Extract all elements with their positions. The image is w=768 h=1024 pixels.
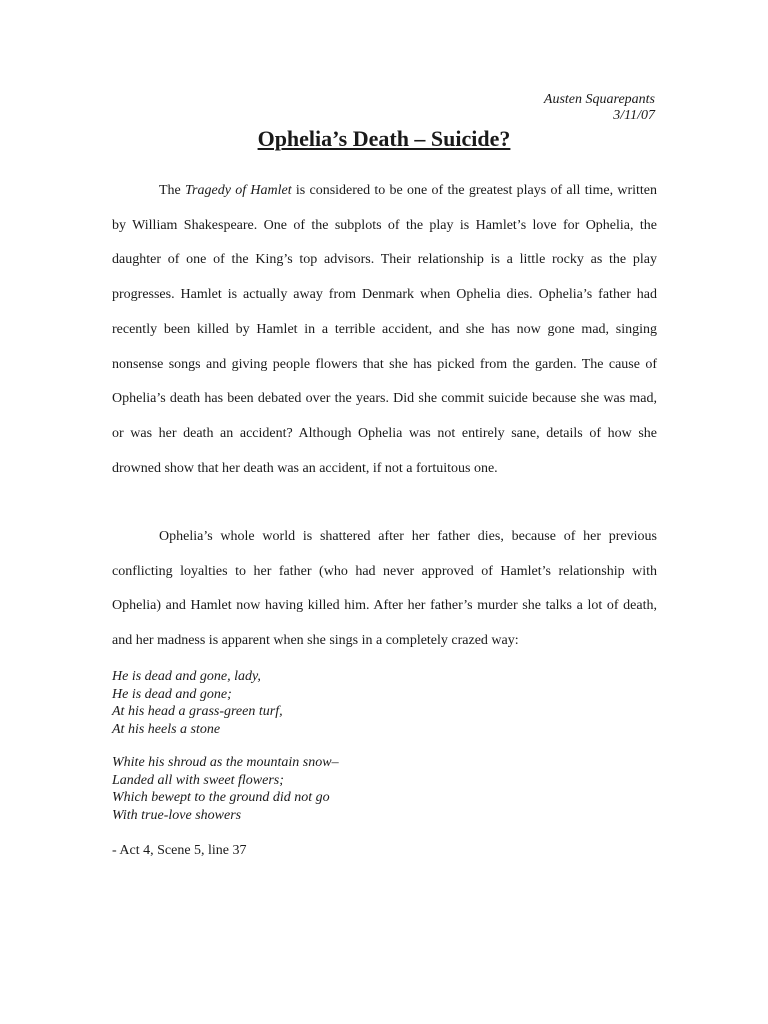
header-block: [544, 92, 655, 124]
poem-line: Landed all with sweet flowers;: [112, 772, 284, 788]
paragraph-2: [112, 520, 657, 659]
poem-line: At his head a grass-green turf,: [112, 704, 283, 719]
poem-stanza-1: [112, 668, 283, 738]
poem-line: Which bewept to the ground did not go: [112, 790, 330, 805]
poem-stanza-2: [112, 754, 339, 824]
poem-line: He is dead and gone, lady,: [112, 669, 261, 684]
page-title: Ophelia’s Death – Suicide?: [257, 126, 511, 151]
poem-line: He is dead and gone;: [112, 686, 232, 702]
paragraph-1-lead: The: [159, 183, 186, 198]
paragraph-1-text: is considered to be one of the greatest plays of all time, written by William Shakespeare. One of the subplots of the play is Hamlet’s love for Ophelia, the daughter of one of the King’s top advisors. Their relationship is a little rocky as the play progresses. Hamlet is actually away from Denmark when Ophelia dies. Ophelia’s father had recently been killed by Hamlet in a terrible accident, and she has now gone mad, singing nonsense songs and giving people flowers that she has picked from the garden. The cause of Ophelia’s death has been debated over the years. Did she commit suicide because she was mad, or was her death an accident? Although Ophelia was not entirely sane, details of how she drowned show that her death was an accident, if not a fortuitous one.: [112, 183, 657, 476]
author-name: Austen Squarepants: [543, 92, 655, 107]
poem-line: At his heels a stone: [112, 721, 221, 737]
play-title: Tragedy of Hamlet: [185, 183, 292, 198]
poem-line: With true-love showers: [112, 807, 242, 823]
poem-line: White his shroud as the mountain snow–: [112, 755, 339, 770]
paragraph-1: [112, 174, 657, 486]
citation: - Act 4, Scene 5, line 37: [112, 843, 247, 858]
document-date: 3/11/07: [613, 108, 655, 123]
paragraph-2-text: Ophelia’s whole world is shattered after her father dies, because of her previous conflicting loyalties to her father (who had never approved of Hamlet’s relationship with Ophelia) and Hamlet now having killed him. After her father’s murder she talks a lot of death, and her madness is apparent when she sings in a completely crazed way:: [112, 529, 657, 649]
